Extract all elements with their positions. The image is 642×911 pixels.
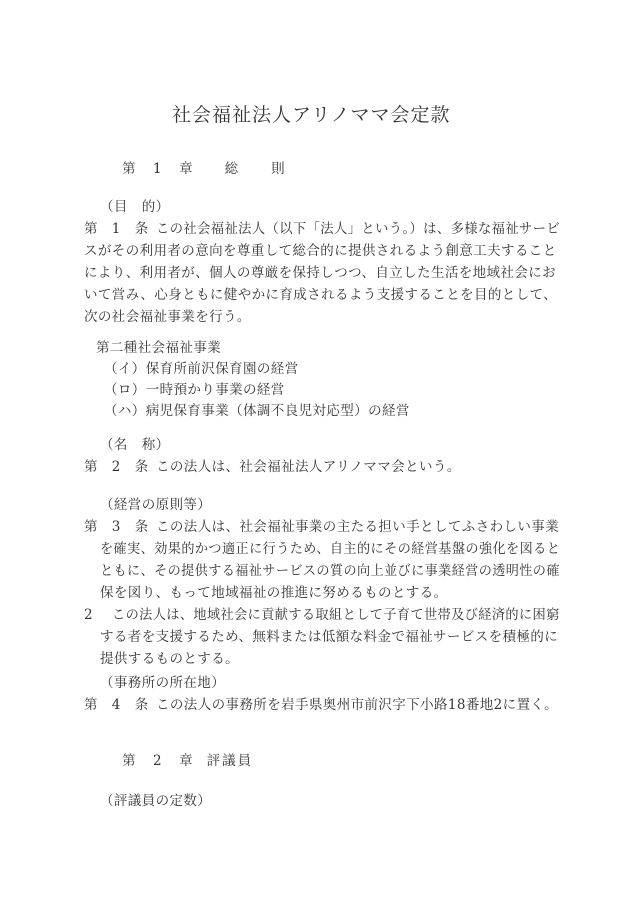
article-text-line: スがその利用者の意向を尊重して総合的に提供されるよう創意工夫すること	[84, 243, 557, 259]
article-text-line: 提供するものとする。	[100, 651, 239, 667]
chapter-number: 第 1 章	[122, 161, 195, 177]
article-text-line: 次の社会福祉事業を行う。	[84, 309, 251, 325]
article-text-line: ともに、その提供する福祉サービスの質の向上並びに事業経営の透明性の確	[100, 563, 560, 579]
article-label: 第 2 条	[84, 459, 149, 475]
article-text-line: この法人の事務所を岩手県奥州市前沢字下小路18番地2に置く。	[156, 697, 558, 713]
article-text-line: 保を図り、もって地域福祉の推進に努めるものとする。	[100, 585, 448, 601]
article-caption: （事務所の所在地）	[100, 675, 226, 691]
article-text-line: この法人は、社会福祉法人アリノママ会という。	[156, 459, 461, 475]
business-item: （ハ）病児保育事業（体調不良児対応型）の経営	[104, 403, 410, 419]
article-text-line: を確実、効果的かつ適正に行うため、自主的にその経営基盤の強化を図ると	[100, 541, 561, 557]
article-text-line: この社会福祉法人（以下「法人」という。）は、多様な福祉サービ	[156, 221, 561, 237]
article-text-line: いて営み、心身ともに健やかに育成されるよう支援することを目的として、	[84, 287, 558, 303]
article-caption: （目 的）	[100, 199, 170, 215]
chapter-name: 総 則	[224, 161, 287, 177]
article-caption: （経営の原則等）	[100, 497, 212, 513]
article-text-line: する者を支援するため、無料または低額な料金で福祉サービスを積極的に	[100, 629, 559, 645]
chapter-number: 第 2 章	[122, 753, 195, 769]
article-label: 第 1 条	[84, 221, 149, 237]
paragraph-number: 2	[84, 607, 93, 623]
document-title: 社会福祉法人アリノママ会定款	[172, 104, 451, 126]
chapter-2-heading	[122, 752, 253, 770]
chapter-1-heading	[122, 160, 287, 178]
article-label: 第 3 条	[84, 519, 149, 535]
article-text-line: により、利用者が、個人の尊厳を保持しつつ、自立した生活を地域社会にお	[84, 265, 557, 281]
chapter-name: 評議員	[206, 753, 254, 769]
business-item: （ロ）一時預かり事業の経営	[104, 382, 285, 398]
article-caption: （評議員の定数）	[100, 793, 212, 809]
business-heading: 第二種社会福祉事業	[96, 340, 222, 356]
article-text-line: この法人は、社会福祉事業の主たる担い手としてふさわしい事業	[156, 519, 560, 535]
article-caption: （名 称）	[100, 437, 170, 453]
article-text-line: この法人は、地域社会に貢献する取組として子育て世帯及び経済的に困窮	[112, 607, 560, 623]
article-label: 第 4 条	[84, 697, 149, 713]
business-item: （イ）保育所前沢保育園の経営	[104, 361, 299, 377]
